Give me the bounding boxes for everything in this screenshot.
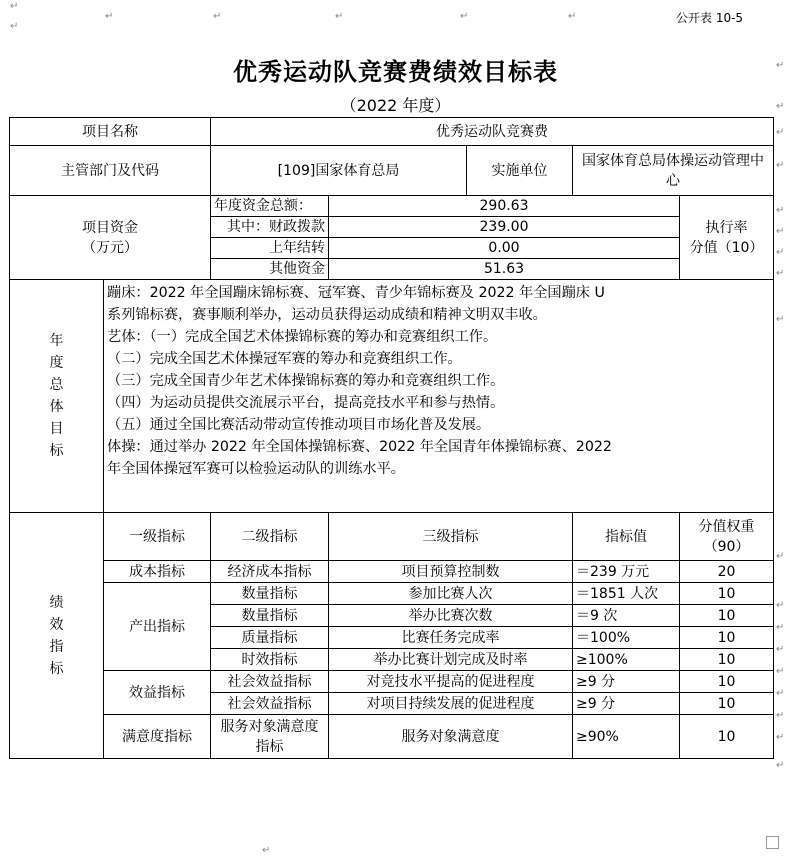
impl-unit-value: 国家体育总局体操运动管理中心: [573, 146, 774, 196]
level3-cell: 举办比赛计划完成及时率: [329, 649, 573, 671]
paragraph-mark: ↵: [776, 127, 785, 138]
perf-indicator-label: 绩 效 指 标: [10, 513, 104, 759]
paragraph-mark: ↵: [776, 760, 785, 771]
level3-cell: 对项目持续发展的促进程度: [329, 693, 573, 715]
goal-line: （四）为运动员提供交流展示平台，提高竞技水平和参与热情。: [107, 395, 505, 411]
level1-satisfaction: 满意度指标: [104, 715, 211, 759]
level1-output: 产出指标: [104, 583, 211, 671]
paragraph-mark: ↵: [776, 600, 785, 611]
indicator-weight: 10: [680, 627, 774, 649]
paragraph-mark: ↵: [776, 247, 785, 258]
dept-value: [109]国家体育总局: [211, 146, 467, 196]
annual-goal-text: [104, 280, 774, 513]
indicator-value: ≥90%: [573, 715, 680, 759]
level1-benefit: 效益指标: [104, 671, 211, 715]
level2-cell: 时效指标: [211, 649, 329, 671]
annual-goal-label: 年 度 总 体 目 标: [10, 280, 104, 513]
indicator-weight: 10: [680, 671, 774, 693]
header-weight: 分值权重 （90）: [680, 513, 774, 561]
header-level2: 二级指标: [211, 513, 329, 561]
performance-target-table: [9, 117, 774, 759]
table-resize-handle[interactable]: [766, 836, 779, 849]
level3-cell: 对竞技水平提高的促进程度: [329, 671, 573, 693]
indicator-value: ≥100%: [573, 649, 680, 671]
indicator-value: ＝1851 人次: [573, 583, 680, 605]
indicator-weight: 10: [680, 605, 774, 627]
funds-other-value: 51.63: [329, 259, 680, 280]
funds-carryover-value: 0.00: [329, 238, 680, 259]
paragraph-mark: ↵: [776, 710, 785, 721]
indicator-value: ＝239 万元: [573, 561, 680, 583]
indicator-value: ＝9 次: [573, 605, 680, 627]
level2-cell: 数量指标: [211, 583, 329, 605]
impl-unit-label: 实施单位: [467, 146, 573, 196]
level2-cell: 质量指标: [211, 627, 329, 649]
level2-cell: 社会效益指标: [211, 671, 329, 693]
paragraph-mark: ↵: [568, 11, 577, 22]
goal-line: 体操：通过举办 2022 年全国体操锦标赛、2022 年全国青年体操锦标赛、2022: [107, 439, 612, 455]
funds-other-label: 其他资金: [211, 259, 329, 280]
indicator-weight: 10: [680, 715, 774, 759]
funds-carryover-label: 上年结转: [211, 238, 329, 259]
paragraph-mark: ↵: [776, 314, 785, 325]
paragraph-mark: ↵: [776, 666, 785, 677]
execution-rate-score: 执行率 分值（10）: [680, 196, 774, 280]
paragraph-mark: ↵: [105, 11, 114, 22]
paragraph-mark: ↵: [776, 60, 785, 71]
indicator-weight: 10: [680, 649, 774, 671]
goal-line: （五）通过全国比赛活动带动宣传推动项目市场化普及发展。: [107, 417, 491, 433]
paragraph-mark: ↵: [776, 101, 785, 112]
funds-total-label: 年度资金总额：: [211, 196, 329, 217]
goal-line: 系列锦标赛，赛事顺利举办，运动员获得运动成绩和精神文明双丰收。: [107, 307, 547, 323]
paragraph-mark: ↵: [460, 11, 469, 22]
paragraph-mark: ↵: [776, 644, 785, 655]
header-value: 指标值: [573, 513, 680, 561]
indicator-weight: 10: [680, 693, 774, 715]
paragraph-mark: ↵: [776, 205, 785, 216]
paragraph-mark: ↵: [776, 732, 785, 743]
level2-cell: 社会效益指标: [211, 693, 329, 715]
funds-fiscal-value: 239.00: [329, 217, 680, 238]
level1-cost: 成本指标: [104, 561, 211, 583]
goal-line: 蹦床：2022 年全国蹦床锦标赛、冠军赛、青少年锦标赛及 2022 年全国蹦床 U: [107, 285, 605, 301]
funds-label: 项目资金 （万元）: [10, 196, 211, 280]
level2-cell: 服务对象满意度指标: [211, 715, 329, 759]
paragraph-mark: ↵: [10, 1, 19, 12]
header-level1: 一级指标: [104, 513, 211, 561]
funds-fiscal-label: 其中：财政拨款: [211, 217, 329, 238]
dept-label: 主管部门及代码: [10, 146, 211, 196]
goal-line: 年全国体操冠军赛可以检验运动队的训练水平。: [107, 461, 405, 477]
goal-line: （三）完成全国青少年艺术体操锦标赛的筹办和竞赛组织工作。: [107, 373, 505, 389]
project-name-value: 优秀运动队竞赛费: [211, 118, 774, 146]
paragraph-mark: ↵: [776, 622, 785, 633]
funds-total-value: 290.63: [329, 196, 680, 217]
year-subtitle: （2022 年度）: [340, 96, 451, 115]
paragraph-mark: ↵: [335, 11, 344, 22]
level2-cell: 数量指标: [211, 605, 329, 627]
paragraph-mark: ↵: [10, 21, 19, 32]
paragraph-mark: ↵: [262, 845, 271, 856]
page-title: 优秀运动队竞赛费绩效目标表: [233, 58, 558, 86]
header-level3: 三级指标: [329, 513, 573, 561]
level3-cell: 服务对象满意度: [329, 715, 573, 759]
paragraph-mark: ↵: [776, 160, 785, 171]
level3-cell: 参加比赛人次: [329, 583, 573, 605]
level3-cell: 项目预算控制数: [329, 561, 573, 583]
level3-cell: 举办比赛次数: [329, 605, 573, 627]
indicator-weight: 20: [680, 561, 774, 583]
project-name-label: 项目名称: [10, 118, 211, 146]
level2-cell: 经济成本指标: [211, 561, 329, 583]
indicator-value: ≥9 分: [573, 693, 680, 715]
goal-line: 艺体：（一）完成全国艺术体操锦标赛的筹办和竞赛组织工作。: [107, 329, 498, 345]
indicator-value: ≥9 分: [573, 671, 680, 693]
goal-line: （二）完成全国艺术体操冠军赛的筹办和竞赛组织工作。: [107, 351, 462, 367]
header-tag: 公开表 10-5: [676, 11, 744, 25]
indicator-value: ＝100%: [573, 627, 680, 649]
paragraph-mark: ↵: [776, 551, 785, 562]
level3-cell: 比赛任务完成率: [329, 627, 573, 649]
indicator-weight: 10: [680, 583, 774, 605]
paragraph-mark: ↵: [213, 11, 222, 22]
paragraph-mark: ↵: [776, 268, 785, 279]
paragraph-mark: ↵: [776, 226, 785, 237]
paragraph-mark: ↵: [776, 688, 785, 699]
